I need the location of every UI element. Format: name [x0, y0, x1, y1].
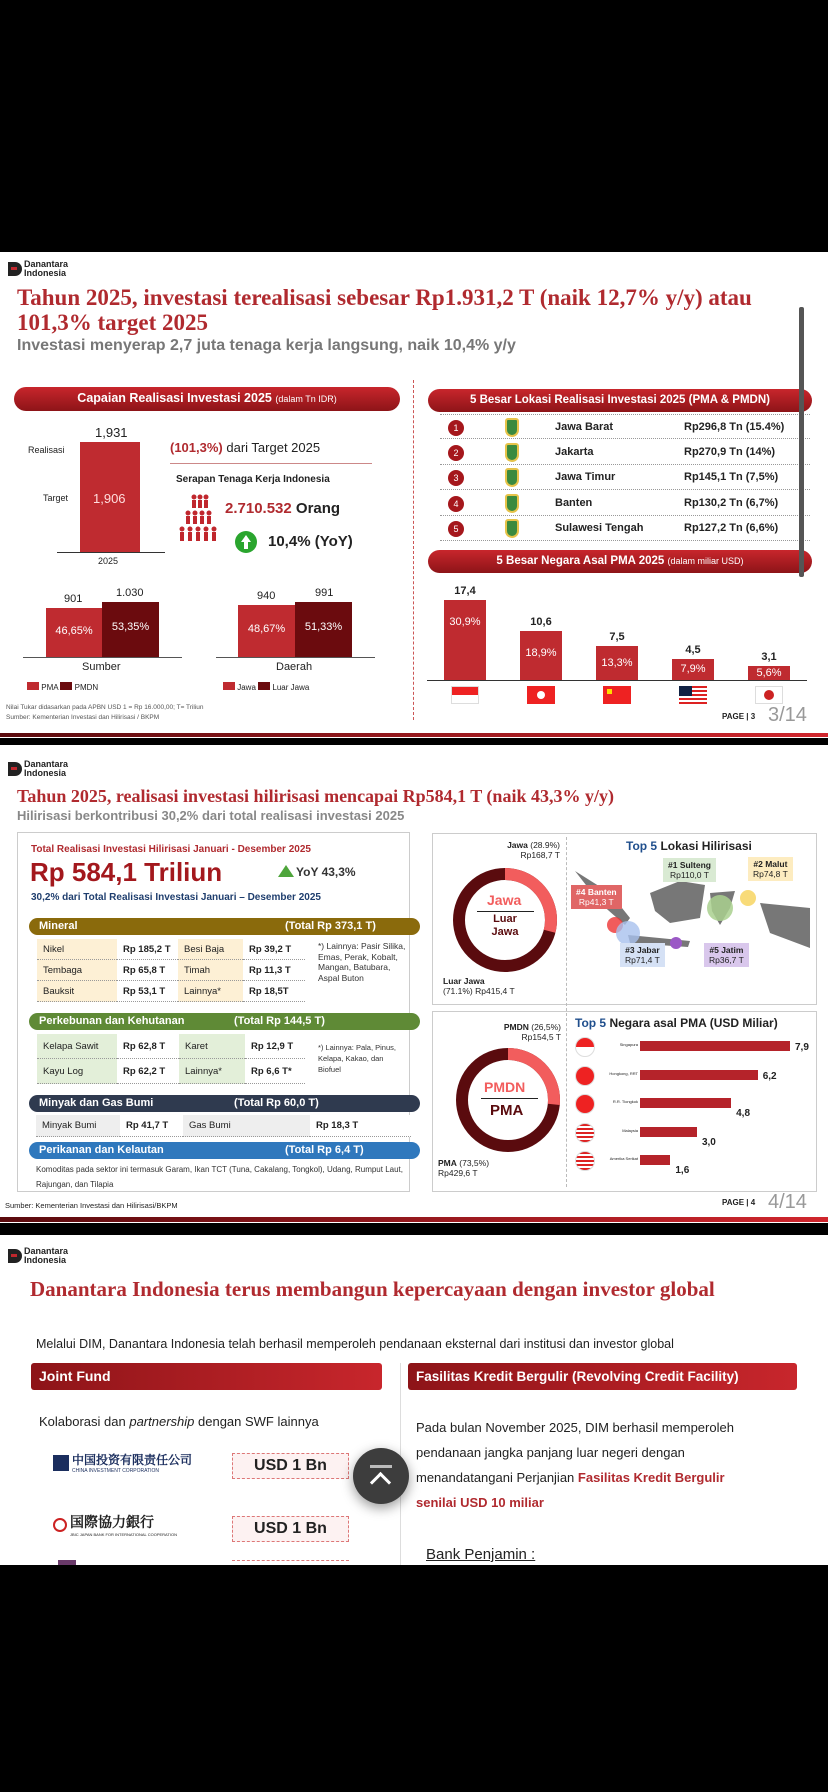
dashed-divider [413, 380, 414, 720]
province-emblem-icon [505, 443, 519, 462]
country-hbar-value: 6,2 [762, 1070, 777, 1082]
china-flag-icon [603, 686, 631, 704]
section-header-lokasi: 5 Besar Lokasi Realisasi Investasi 2025 (PMA & PMDN) [428, 389, 812, 412]
divider [477, 911, 534, 912]
country-flag-icon [575, 1037, 595, 1057]
commodity-value: Rp 62,8 T [117, 1034, 179, 1059]
location-value: Rp270,9 Tn (14%) [684, 445, 776, 458]
country-hbar-value: 7,9 [795, 1042, 809, 1053]
section-header-capaian: Capaian Realisasi Investasi 2025 (dalam Tn IDR) [14, 387, 400, 411]
daerah-label: Daerah [276, 661, 313, 673]
country-bar-value: 4,5 [685, 644, 701, 657]
donut-center-jawa: Jawa [487, 892, 522, 908]
partner-amount-partial [232, 1560, 349, 1565]
rank-badge: 4 [448, 496, 464, 512]
pmdn-bar: 53,35% [102, 602, 159, 657]
cic-amount: USD 1 Bn [232, 1453, 349, 1479]
pma-bar: 46,65% [46, 608, 102, 657]
country-hbar-value: 1,6 [675, 1165, 690, 1176]
commodity-value: Rp 39,2 T [243, 939, 305, 960]
scroll-top-icon [370, 1465, 392, 1468]
country-hbar-value: 3,0 [701, 1136, 716, 1148]
commodity-name: Kelapa Sawit [37, 1034, 117, 1059]
legend-sumber: PMA PMDN [27, 682, 98, 692]
location-row [440, 440, 810, 465]
country-flag-icon [575, 1094, 595, 1114]
partner-logo-partial [58, 1560, 76, 1565]
commodity-name: Kayu Log [37, 1059, 117, 1084]
realisasi-label: Realisasi [28, 445, 65, 455]
commodity-name: Timah [178, 960, 243, 981]
hongkong-flag-icon [527, 686, 555, 704]
slide-page-4 [0, 745, 828, 1223]
commodity-value: Rp 18,5T [243, 981, 305, 1002]
labor-title: Serapan Tenaga Kerja Indonesia [176, 474, 330, 485]
jawa-legend: Jawa (28.9%) Rp168,7 T [507, 840, 560, 860]
location-row [440, 414, 810, 439]
jbic-amount: USD 1 Bn [232, 1516, 349, 1542]
location-value: Rp130,2 Tn (6,7%) [684, 496, 779, 509]
rank-badge: 2 [448, 445, 464, 461]
country-bar-value: 7,5 [609, 630, 625, 643]
danantara-logo: Danantara Indonesia [8, 1247, 74, 1265]
labor-count: 2.710.532 Orang [225, 500, 341, 517]
province-emblem-icon [505, 418, 519, 437]
rank-badge: 1 [448, 420, 464, 436]
slide-subtitle: Investasi menyerap 2,7 juta tenaga kerja langsung, naik 10,4% y/y [17, 337, 516, 354]
location-name: Jakarta [555, 445, 594, 458]
pma-countries-title: Top 5 Negara asal PMA (USD Miliar) [575, 1016, 778, 1030]
commodity-name: Nikel [37, 939, 117, 960]
mineral-note: *) Lainnya: Pasir Silika, Emas, Perak, Kobalt, Mangan, Batubara, Aspal Buton [318, 941, 406, 983]
chevron-up-icon [370, 1472, 391, 1493]
country-hbar [640, 1155, 670, 1165]
commodity-value: Rp 6,6 T* [245, 1059, 305, 1084]
yoy-badge: YoY 43,3% [278, 865, 356, 879]
footnote: Nilai Tukar didasarkan pada APBN USD 1 = Rp 16.000,00; T= Triliun [6, 704, 204, 711]
donut-center-luar-jawa: Luar Jawa [491, 913, 519, 938]
page-number: PAGE | 4 [722, 1198, 756, 1207]
japan-flag-icon [755, 686, 783, 704]
commodity-value: Rp 11,3 T [243, 960, 305, 981]
map-title: Top 5 Lokasi Hilirisasi [626, 839, 752, 853]
legend-daerah: Jawa Luar Jawa [223, 682, 309, 692]
danantara-logo: Danantara Indonesia [8, 760, 74, 778]
page-overlay: 3/14 [768, 704, 807, 726]
danantara-logo: Danantara Indonesia [8, 260, 74, 278]
slide-subtitle: Melalui DIM, Danantara Indonesia telah berhasil memperoleh pendanaan eksternal dari institusi dan investor global [36, 1337, 674, 1351]
slide-subtitle: Hilirisasi berkontribusi 30,2% dari total realisasi investasi 2025 [17, 808, 405, 823]
donut-center-pma: PMA [490, 1102, 524, 1119]
cic-logo: 中国投资有限责任公司 CHINA INVESTMENT CORPORATION [53, 1451, 192, 1474]
jawa-value: 940 [257, 590, 276, 602]
luar-jawa-value: 991 [315, 587, 334, 599]
rank-badge: 5 [448, 521, 464, 537]
section-header-negara: 5 Besar Negara Asal PMA 2025 (dalam miliar USD) [428, 550, 812, 573]
slide-bottom-line [0, 1217, 828, 1222]
map-location-label: #2 Malut Rp74,8 T [748, 857, 793, 881]
province-emblem-icon [505, 468, 519, 487]
commodity-name: Lainnya* [178, 981, 243, 1002]
country-name: Hongkong, RRT [609, 1070, 638, 1076]
commodity-value: Rp 41,7 T [120, 1115, 183, 1137]
country-name: R.R. Tiongkok [612, 1099, 638, 1104]
location-row [440, 465, 810, 490]
pmdn-legend: PMDN (26,5%) Rp154,5 T [503, 1022, 561, 1042]
divider [170, 463, 372, 464]
baseline [427, 680, 807, 681]
joint-fund-intro: Kolaborasi dan partnership dengan SWF lainnya [39, 1414, 319, 1429]
location-name: Banten [555, 496, 593, 509]
page-overlay: 4/14 [768, 1191, 807, 1213]
source-note: Sumber: Kementerian Investasi dan Hilirisasi/BKPM [5, 1201, 178, 1210]
map-location-label: #4 Banten Rp41,3 T [571, 885, 622, 909]
slide-bottom-line [0, 733, 828, 737]
malaysia-flag-icon [679, 686, 707, 704]
pma-value: 901 [64, 593, 83, 605]
perikanan-note: Komoditas pada sektor ini termasuk Garam, Ikan TCT (Tuna, Cakalang, Tongkol), Udang, Rumput Laut, Rajungan, dan Tilapia [36, 1165, 403, 1189]
country-hbar-value: 4,8 [736, 1108, 751, 1119]
bank-penjamin-label: Bank Penjamin : [426, 1546, 536, 1563]
location-row [440, 491, 810, 516]
location-value: Rp296,8 Tn (15.4%) [684, 421, 785, 433]
country-bar: 13,3% [596, 646, 638, 680]
divider [481, 1098, 538, 1099]
map-location-label: #5 Jatim Rp36,7 T [704, 943, 749, 967]
slide-title: Danantara Indonesia terus membangun kepercayaan dengan investor global [30, 1277, 715, 1301]
commodity-value: Rp 53,1 T [117, 981, 178, 1002]
country-bar-value: 17,4 [454, 585, 476, 597]
kebun-note: *) Lainnya: Pala, Pinus, Kelapa, Kakao, dan Biofuel [318, 1043, 396, 1074]
country-bar: 18,9% [520, 631, 562, 680]
location-value: Rp127,2 Tn (6,6%) [684, 522, 779, 534]
rcf-description: Pada bulan November 2025, DIM berhasil memperoleh pendanaan jangka panjang luar negeri dengan menandatangani Perjanjian Fasilitas Kredit Bergulir senilai USD 10 miliar [416, 1420, 734, 1510]
commodity-value: Rp 12,9 T [245, 1034, 305, 1059]
country-flag-icon [575, 1151, 595, 1171]
sector-perkebunan: Perkebunan dan Kehutanan (Total Rp 144,5 T) [29, 1013, 420, 1030]
commodity-value: Rp 65,8 T [117, 960, 178, 981]
pmdn-value: 1.030 [116, 587, 144, 599]
country-name: Singapura [619, 1042, 638, 1047]
commodity-value: Rp 18,3 T [310, 1115, 411, 1137]
country-hbar [640, 1041, 790, 1051]
donut-center-pmdn: PMDN [484, 1079, 526, 1095]
commodity-name: Bauksit [37, 981, 117, 1002]
baseline [23, 657, 182, 658]
country-bar-value: 10,6 [530, 616, 552, 629]
sector-migas: Minyak dan Gas Bumi (Total Rp 60,0 T) [29, 1095, 420, 1112]
location-name: Sulawesi Tengah [555, 522, 644, 534]
total-value: Rp 584,1 Triliun [30, 857, 223, 887]
country-hbar [640, 1070, 758, 1080]
commodity-value: Rp 185,2 T [117, 939, 178, 960]
location-name: Jawa Timur [555, 471, 616, 483]
commodity-value: Rp 62,2 T [117, 1059, 179, 1084]
slide-title: Tahun 2025, realisasi investasi hilirisasi mencapai Rp584,1 T (naik 43,3% y/y) [17, 786, 614, 806]
sector-perikanan: Perikanan dan Kelautan (Total Rp 6,4 T) [29, 1142, 420, 1159]
baseline [216, 657, 375, 658]
slide-page-3 [0, 252, 828, 738]
location-row [440, 516, 810, 541]
map-location-label: #1 Sulteng Rp110,0 T [663, 858, 716, 882]
location-name: Jawa Barat [555, 421, 614, 433]
commodity-name: Tembaga [37, 960, 117, 981]
singapore-flag-icon [451, 686, 479, 704]
country-hbar [640, 1127, 697, 1137]
baseline [57, 552, 165, 553]
people-icon [178, 494, 222, 542]
commodity-name: Karet [179, 1034, 245, 1059]
realisasi-value: 1,931 [95, 425, 128, 440]
pma-donut-chart [455, 1047, 561, 1153]
country-bar: 5,6% [748, 666, 790, 680]
target-achievement: (101,3%) dari Target 2025 [170, 440, 321, 455]
country-bar: 7,9% [672, 659, 714, 680]
pma-legend: PMA (73,5%) Rp429,6 T [438, 1158, 490, 1178]
rank-badge: 3 [448, 470, 464, 486]
luar-jawa-bar: 51,33% [295, 602, 352, 657]
target-value: 1,906 [93, 491, 126, 506]
rcf-header: Fasilitas Kredit Bergulir (Revolving Credit Facility) [408, 1363, 797, 1390]
year-label: 2025 [98, 556, 119, 566]
jbic-logo: 国際協力銀行 JBIC JAPAN BANK FOR INTERNATIONAL COOPERATION [53, 1512, 177, 1537]
sector-mineral: Mineral (Total Rp 373,1 T) [29, 918, 420, 935]
page-number: PAGE | 3 [722, 712, 756, 721]
slide-page-5 [0, 1235, 828, 1565]
commodity-name: Minyak Bumi [36, 1115, 120, 1137]
triangle-up-icon [278, 865, 294, 877]
map-location-label: #3 Jabar Rp71,4 T [620, 943, 665, 967]
province-emblem-icon [505, 519, 519, 538]
country-name: Amerika Serikat [609, 1156, 638, 1161]
source-note: Sumber: Kementerian Investasi dan Hilirisasi / BKPM [6, 714, 160, 721]
country-name: Malaysia [622, 1127, 638, 1133]
jawa-bar: 48,67% [238, 605, 295, 657]
scroll-to-top-button[interactable] [353, 1448, 409, 1504]
country-hbar [640, 1098, 731, 1108]
country-flag-icon [575, 1123, 595, 1143]
country-bar-value: 3,1 [761, 650, 777, 663]
commodity-name: Besi Baja [178, 939, 243, 960]
commodity-name: Gas Bumi [183, 1115, 310, 1137]
total-label: Total Realisasi Investasi Hilirisasi Januari - Desember 2025 [31, 844, 311, 855]
sumber-label: Sumber [82, 661, 121, 673]
province-emblem-icon [505, 494, 519, 513]
country-flag-icon [575, 1066, 595, 1086]
joint-fund-header: Joint Fund [31, 1363, 382, 1390]
up-arrow-icon [235, 531, 257, 553]
commodity-name: Lainnya* [179, 1059, 245, 1084]
slide-title: Tahun 2025, investasi terealisasi sebesar Rp1.931,2 T (naik 12,7% y/y) atau 101,3% target 2025 [17, 285, 752, 335]
share-text: 30,2% dari Total Realisasi Investasi Januari – Desember 2025 [31, 892, 321, 903]
location-value: Rp145,1 Tn (7,5%) [684, 471, 779, 483]
scrollbar[interactable] [799, 307, 804, 577]
country-bar: 30,9% [444, 600, 486, 680]
labor-growth: 10,4% (YoY) [268, 533, 353, 550]
luar-jawa-legend: Luar Jawa (71.1%) Rp415,4 T [443, 976, 515, 996]
target-label: Target [43, 493, 69, 503]
